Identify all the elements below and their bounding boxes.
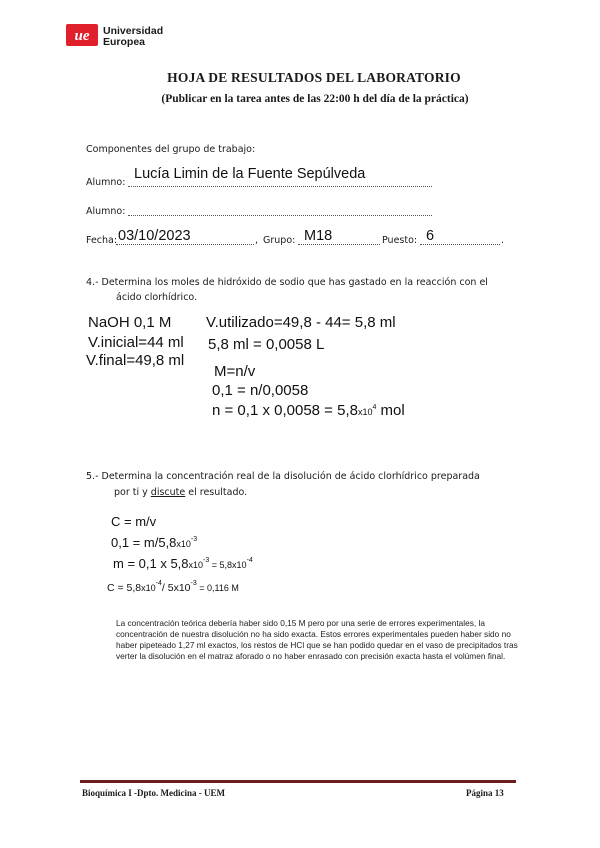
q4-eq-2: 0,1 = n/0,0058 xyxy=(212,382,309,399)
group-label: Componentes del grupo de trabajo: xyxy=(86,144,256,155)
q5-eq-4-c: = 0,116 M xyxy=(196,583,239,593)
q5-eq-3-eq: = 5,8 xyxy=(209,560,233,570)
q4-conversion: 5,8 ml = 0,0058 L xyxy=(208,336,325,353)
alumno-2-label: Alumno: xyxy=(86,206,126,217)
logo-line-1: Universidad xyxy=(103,25,164,37)
page-title: HOJA DE RESULTADOS DEL LABORATORIO xyxy=(167,70,461,85)
q5-eq-4-exp: -4 xyxy=(155,580,162,587)
q4-eq-3 xyxy=(212,402,405,419)
fecha-label: Fecha: xyxy=(86,235,118,246)
grupo-value[interactable]: M18 xyxy=(304,228,333,244)
q5-eq-4-a: C = 5,8 xyxy=(107,582,142,594)
q5-discussion-paragraph: La concentración teórica debería haber sido 0,15 M pero por una serie de errores experimentales, la concentración de nuestra disolución no ha sido exacta. Estos errores experimentales pueden haber sido no haber pipeteado 1,27 ml exactos, los restos de HCl que se han podido quedar en el vaso de precipitados tras verter la disolución en el matraz aforado o no haber enrasado con precisión exacta hasta el volúmen final. xyxy=(116,618,518,661)
grupo-label: Grupo: xyxy=(263,235,296,246)
q5-eq-4-x10: x10 xyxy=(141,583,156,593)
alumno-1-value[interactable]: Lucía Limin de la Fuente Sepúlveda xyxy=(134,166,366,182)
logo-text xyxy=(103,26,163,48)
q4-eq-3-main: n = 0,1 x 0,0058 = 5,8 xyxy=(212,402,358,419)
fecha-comma: , xyxy=(255,235,259,246)
fecha-value[interactable]: 03/10/2023 xyxy=(118,228,191,244)
puesto-value[interactable]: 6 xyxy=(426,228,435,244)
q5-line2-a: por ti y xyxy=(114,487,151,498)
footer-page-number: Página 13 xyxy=(466,788,504,798)
q5-eq-3-expb: -4 xyxy=(246,557,253,564)
q5-eq-2 xyxy=(111,535,197,550)
q5-eq-4 xyxy=(107,580,239,594)
q5-eq-3 xyxy=(113,556,253,571)
question-5-line-1: 5.- Determina la concentración real de la disolución de ácido clorhídrico preparada xyxy=(86,471,480,482)
page-subtitle: (Publicar en la tarea antes de las 22:00 h del día de la práctica) xyxy=(161,93,469,105)
q5-line2-b: el resultado. xyxy=(185,487,248,498)
puesto-line xyxy=(420,244,500,245)
q4-v-final: V.final=49,8 ml xyxy=(86,352,185,369)
q4-naoh: NaOH 0,1 M xyxy=(88,314,172,331)
q4-eq-3-exp: 4 xyxy=(372,404,377,411)
footer-rule xyxy=(80,780,516,783)
logo-line-2: Europea xyxy=(103,36,146,48)
fecha-line xyxy=(116,244,254,245)
q5-eq-4-exp2: -3 xyxy=(190,580,197,587)
alumno-1-label: Alumno: xyxy=(86,177,126,188)
puesto-label: Puesto: xyxy=(382,235,418,246)
q5-eq-4-b: / 5x10 xyxy=(161,582,191,594)
q4-eq-3-unit: mol xyxy=(376,402,405,419)
q4-eq-3-x10: x10 xyxy=(357,407,373,417)
q5-eq-2-x10: x10 xyxy=(176,539,191,549)
logo-mark: ue xyxy=(74,28,90,44)
question-5-line-2 xyxy=(114,485,247,500)
q4-v-utilizado: V.utilizado=49,8 - 44= 5,8 ml xyxy=(206,314,396,331)
grupo-line xyxy=(298,244,380,245)
q5-eq-3-x10b: x10 xyxy=(232,560,247,570)
ue-logo-icon xyxy=(66,24,98,46)
q5-eq-2-main: 0,1 = m/5,8 xyxy=(111,535,177,550)
q5-eq-1: C = m/v xyxy=(111,514,157,529)
alumno-1-line xyxy=(128,186,432,187)
q5-eq-3-x10: x10 xyxy=(188,560,204,570)
puesto-period: . xyxy=(501,235,505,246)
q5-eq-2-exp: -3 xyxy=(190,536,198,543)
footer-left: Bioquímica I -Dpto. Medicina - UEM xyxy=(82,788,225,798)
alumno-2-line xyxy=(128,215,432,216)
q4-v-inicial: V.inicial=44 ml xyxy=(88,334,184,351)
q5-line2-underlined: discute xyxy=(150,487,186,498)
q4-eq-1: M=n/v xyxy=(214,363,256,380)
question-4-line-1: 4.- Determina los moles de hidróxido de sodio que has gastado en la reacción con el xyxy=(86,277,488,288)
q5-eq-3-exp: -3 xyxy=(203,557,210,564)
question-4-line-2: ácido clorhídrico. xyxy=(116,292,198,303)
university-logo xyxy=(66,24,98,50)
q5-eq-3-main: m = 0,1 x 5,8 xyxy=(113,556,189,571)
